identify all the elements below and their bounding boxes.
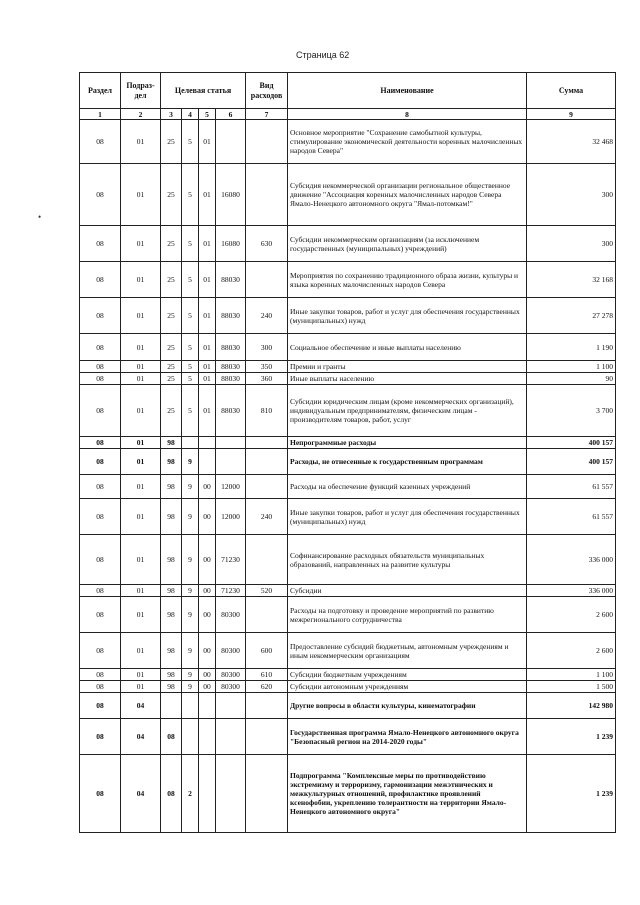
cell-celevaya-4 — [216, 120, 246, 164]
cell-vid-rashodov — [246, 719, 288, 755]
cell-celevaya-1: 25 — [161, 373, 182, 385]
cell-celevaya-4: 71230 — [216, 535, 246, 585]
cell-celevaya-4: 88030 — [216, 385, 246, 437]
cell-celevaya-4: 80300 — [216, 669, 246, 681]
cell-podrazdel: 01 — [121, 385, 161, 437]
cell-podrazdel: 01 — [121, 499, 161, 535]
cell-naimenovanie: Расходы на обеспечение функций казенных учреждений — [288, 475, 527, 499]
cell-razdel: 08 — [80, 475, 121, 499]
table-row — [80, 719, 616, 755]
table-row — [80, 298, 616, 334]
header-podrazdel: Подраз- дел — [121, 73, 161, 109]
cell-celevaya-1: 98 — [161, 449, 182, 475]
cell-podrazdel: 04 — [121, 719, 161, 755]
cell-vid-rashodov: 600 — [246, 633, 288, 669]
cell-celevaya-3: 00 — [199, 535, 216, 585]
cell-razdel: 08 — [80, 499, 121, 535]
cell-naimenovanie: Субсидии юридическим лицам (кроме некоммерческих организаций), индивидуальным предпринимателям, физическим лицам - производителям товаров, работ, услуг — [288, 385, 527, 437]
cell-celevaya-4 — [216, 693, 246, 719]
cell-razdel: 08 — [80, 373, 121, 385]
cell-celevaya-3 — [199, 437, 216, 449]
table-row — [80, 361, 616, 373]
cell-celevaya-3: 01 — [199, 373, 216, 385]
cell-vid-rashodov: 810 — [246, 385, 288, 437]
header-summa: Сумма — [527, 73, 616, 109]
cell-naimenovanie: Субсидия некоммерческой организации региональное общественное движение "Ассоциация коренных малочисленных народов Севера Ямало-Ненецкого автономного округа "Ямал-потомкам!" — [288, 164, 527, 226]
cell-vid-rashodov: 240 — [246, 298, 288, 334]
cell-celevaya-3: 00 — [199, 475, 216, 499]
cell-vid-rashodov — [246, 449, 288, 475]
cell-celevaya-1: 25 — [161, 361, 182, 373]
header-razdel: Раздел — [80, 73, 121, 109]
cell-razdel: 08 — [80, 719, 121, 755]
cell-celevaya-4 — [216, 755, 246, 833]
cell-naimenovanie: Непрограммные расходы — [288, 437, 527, 449]
cell-celevaya-4 — [216, 449, 246, 475]
cell-celevaya-3: 00 — [199, 597, 216, 633]
cell-celevaya-1: 08 — [161, 755, 182, 833]
cell-celevaya-3: 01 — [199, 385, 216, 437]
cell-celevaya-3 — [199, 719, 216, 755]
cell-podrazdel: 04 — [121, 755, 161, 833]
cell-celevaya-1: 08 — [161, 719, 182, 755]
cell-podrazdel: 01 — [121, 373, 161, 385]
cell-razdel: 08 — [80, 120, 121, 164]
cell-vid-rashodov — [246, 475, 288, 499]
cell-vid-rashodov — [246, 755, 288, 833]
cell-naimenovanie: Мероприятия по сохранению традиционного образа жизни, культуры и языка коренных малочисленных народов Севера — [288, 262, 527, 298]
cell-podrazdel: 01 — [121, 681, 161, 693]
cell-razdel: 08 — [80, 226, 121, 262]
column-number: 1 — [80, 109, 121, 120]
cell-podrazdel: 01 — [121, 361, 161, 373]
cell-summa: 27 278 — [527, 298, 616, 334]
header-naimenovanie: Наименование — [288, 73, 527, 109]
cell-celevaya-3 — [199, 755, 216, 833]
cell-celevaya-1: 25 — [161, 262, 182, 298]
cell-summa: 1 239 — [527, 755, 616, 833]
cell-summa: 336 000 — [527, 535, 616, 585]
cell-celevaya-3: 00 — [199, 669, 216, 681]
cell-celevaya-4: 88030 — [216, 298, 246, 334]
cell-podrazdel: 01 — [121, 334, 161, 361]
cell-naimenovanie: Подпрограмма "Комплексные меры по противодействию экстремизму и терроризму, гармонизации межэтнических и межкультурных отношений, профилактике проявлений ксенофобии, укреплению толерантности на территории Ямало-Ненецкого автономного округа" — [288, 755, 527, 833]
cell-podrazdel: 04 — [121, 693, 161, 719]
cell-celevaya-1: 98 — [161, 535, 182, 585]
cell-vid-rashodov — [246, 693, 288, 719]
cell-celevaya-2 — [182, 719, 199, 755]
cell-celevaya-2: 5 — [182, 373, 199, 385]
cell-celevaya-4 — [216, 719, 246, 755]
cell-naimenovanie: Софинансирование расходных обязательств муниципальных образований, направленных на развитие культуры — [288, 535, 527, 585]
cell-celevaya-4: 88030 — [216, 361, 246, 373]
cell-celevaya-2: 5 — [182, 361, 199, 373]
cell-celevaya-4: 12000 — [216, 499, 246, 535]
cell-naimenovanie: Субсидии некоммерческим организациям (за исключением государственных (муниципальных) учреждений) — [288, 226, 527, 262]
table-row — [80, 597, 616, 633]
cell-razdel: 08 — [80, 755, 121, 833]
cell-summa: 61 557 — [527, 499, 616, 535]
cell-vid-rashodov — [246, 597, 288, 633]
cell-celevaya-4: 80300 — [216, 597, 246, 633]
table-row — [80, 226, 616, 262]
cell-naimenovanie: Предоставление субсидий бюджетным, автономным учреждениям и иным некоммерческим организациям — [288, 633, 527, 669]
cell-naimenovanie: Другие вопросы в области культуры, кинематографии — [288, 693, 527, 719]
cell-naimenovanie: Субсидии бюджетным учреждениям — [288, 669, 527, 681]
cell-celevaya-1: 25 — [161, 298, 182, 334]
cell-celevaya-3: 01 — [199, 226, 216, 262]
cell-celevaya-3: 01 — [199, 334, 216, 361]
cell-razdel: 08 — [80, 693, 121, 719]
table-row — [80, 693, 616, 719]
cell-celevaya-2: 5 — [182, 298, 199, 334]
cell-podrazdel: 01 — [121, 226, 161, 262]
cell-celevaya-3: 01 — [199, 262, 216, 298]
cell-celevaya-3: 01 — [199, 361, 216, 373]
cell-razdel: 08 — [80, 385, 121, 437]
column-number: 9 — [527, 109, 616, 120]
cell-summa: 300 — [527, 164, 616, 226]
table-row — [80, 373, 616, 385]
cell-celevaya-2 — [182, 437, 199, 449]
cell-celevaya-4: 12000 — [216, 475, 246, 499]
cell-naimenovanie: Государственная программа Ямало-Ненецкого автономного округа "Безопасный регион на 2014-2020 годы" — [288, 719, 527, 755]
table-row — [80, 681, 616, 693]
cell-celevaya-2: 2 — [182, 755, 199, 833]
cell-razdel: 08 — [80, 669, 121, 681]
cell-celevaya-1: 25 — [161, 226, 182, 262]
cell-razdel: 08 — [80, 585, 121, 597]
cell-celevaya-4: 16080 — [216, 164, 246, 226]
cell-naimenovanie: Иные выплаты населению — [288, 373, 527, 385]
cell-celevaya-3: 00 — [199, 681, 216, 693]
table-row — [80, 499, 616, 535]
cell-naimenovanie: Иные закупки товаров, работ и услуг для обеспечения государственных (муниципальных) нужд — [288, 298, 527, 334]
cell-celevaya-4: 16080 — [216, 226, 246, 262]
cell-celevaya-2: 9 — [182, 585, 199, 597]
table-row — [80, 385, 616, 437]
cell-podrazdel: 01 — [121, 262, 161, 298]
cell-vid-rashodov — [246, 120, 288, 164]
cell-celevaya-2: 5 — [182, 120, 199, 164]
cell-vid-rashodov: 300 — [246, 334, 288, 361]
cell-celevaya-1: 98 — [161, 669, 182, 681]
cell-celevaya-2: 9 — [182, 597, 199, 633]
cell-razdel: 08 — [80, 164, 121, 226]
cell-razdel: 08 — [80, 334, 121, 361]
cell-razdel: 08 — [80, 298, 121, 334]
cell-naimenovanie: Субсидии автономным учреждениям — [288, 681, 527, 693]
column-number-row — [80, 109, 616, 120]
cell-celevaya-3 — [199, 693, 216, 719]
cell-podrazdel: 01 — [121, 669, 161, 681]
cell-celevaya-1: 25 — [161, 334, 182, 361]
cell-summa: 2 600 — [527, 633, 616, 669]
cell-naimenovanie: Иные закупки товаров, работ и услуг для обеспечения государственных (муниципальных) нужд — [288, 499, 527, 535]
cell-razdel: 08 — [80, 437, 121, 449]
column-number: 7 — [246, 109, 288, 120]
cell-vid-rashodov: 610 — [246, 669, 288, 681]
cell-podrazdel: 01 — [121, 633, 161, 669]
cell-celevaya-2: 9 — [182, 535, 199, 585]
cell-celevaya-2: 9 — [182, 449, 199, 475]
cell-celevaya-1: 25 — [161, 164, 182, 226]
table-row — [80, 633, 616, 669]
header-celevaya-statya: Целевая статья — [161, 73, 246, 109]
cell-vid-rashodov — [246, 437, 288, 449]
cell-vid-rashodov: 630 — [246, 226, 288, 262]
cell-podrazdel: 01 — [121, 437, 161, 449]
cell-razdel: 08 — [80, 449, 121, 475]
cell-celevaya-2: 5 — [182, 226, 199, 262]
column-number: 5 — [199, 109, 216, 120]
cell-podrazdel: 01 — [121, 120, 161, 164]
cell-celevaya-3: 01 — [199, 120, 216, 164]
cell-summa: 90 — [527, 373, 616, 385]
cell-celevaya-2: 9 — [182, 681, 199, 693]
stray-mark: • — [38, 212, 42, 222]
cell-celevaya-1: 98 — [161, 597, 182, 633]
cell-celevaya-2: 9 — [182, 499, 199, 535]
cell-celevaya-2: 9 — [182, 633, 199, 669]
cell-celevaya-3: 01 — [199, 298, 216, 334]
column-number: 8 — [288, 109, 527, 120]
cell-summa: 32 468 — [527, 120, 616, 164]
cell-celevaya-1 — [161, 693, 182, 719]
cell-celevaya-3: 00 — [199, 499, 216, 535]
cell-celevaya-3 — [199, 449, 216, 475]
cell-celevaya-4: 80300 — [216, 633, 246, 669]
cell-summa: 1 100 — [527, 669, 616, 681]
cell-summa: 32 168 — [527, 262, 616, 298]
cell-podrazdel: 01 — [121, 535, 161, 585]
cell-summa: 2 600 — [527, 597, 616, 633]
table-body — [80, 120, 616, 833]
cell-celevaya-2: 5 — [182, 334, 199, 361]
cell-summa: 400 157 — [527, 437, 616, 449]
table-row — [80, 334, 616, 361]
cell-podrazdel: 01 — [121, 475, 161, 499]
cell-celevaya-1: 98 — [161, 633, 182, 669]
cell-razdel: 08 — [80, 535, 121, 585]
cell-razdel: 08 — [80, 597, 121, 633]
cell-vid-rashodov — [246, 164, 288, 226]
cell-celevaya-4: 88030 — [216, 373, 246, 385]
cell-vid-rashodov: 360 — [246, 373, 288, 385]
cell-podrazdel: 01 — [121, 164, 161, 226]
cell-razdel: 08 — [80, 262, 121, 298]
cell-podrazdel: 01 — [121, 585, 161, 597]
table-row — [80, 475, 616, 499]
page-number-label: Страница 62 — [296, 50, 350, 60]
cell-celevaya-2: 5 — [182, 385, 199, 437]
cell-summa: 1 190 — [527, 334, 616, 361]
cell-podrazdel: 01 — [121, 449, 161, 475]
cell-summa: 1 100 — [527, 361, 616, 373]
cell-celevaya-2: 5 — [182, 262, 199, 298]
cell-summa: 1 500 — [527, 681, 616, 693]
table-row — [80, 262, 616, 298]
cell-razdel: 08 — [80, 361, 121, 373]
cell-naimenovanie: Социальное обеспечение и иные выплаты населению — [288, 334, 527, 361]
cell-summa: 3 700 — [527, 385, 616, 437]
cell-podrazdel: 01 — [121, 597, 161, 633]
cell-summa: 300 — [527, 226, 616, 262]
cell-celevaya-1: 98 — [161, 499, 182, 535]
table-row — [80, 755, 616, 833]
table-row — [80, 164, 616, 226]
cell-celevaya-1: 98 — [161, 681, 182, 693]
cell-vid-rashodov: 620 — [246, 681, 288, 693]
table-row — [80, 437, 616, 449]
cell-summa: 336 000 — [527, 585, 616, 597]
cell-razdel: 08 — [80, 681, 121, 693]
cell-naimenovanie: Премии и гранты — [288, 361, 527, 373]
cell-celevaya-4: 71230 — [216, 585, 246, 597]
table-row — [80, 120, 616, 164]
table-row — [80, 535, 616, 585]
cell-summa: 1 239 — [527, 719, 616, 755]
cell-summa: 142 980 — [527, 693, 616, 719]
table-row — [80, 585, 616, 597]
cell-vid-rashodov — [246, 262, 288, 298]
cell-celevaya-4: 80300 — [216, 681, 246, 693]
cell-summa: 61 557 — [527, 475, 616, 499]
cell-podrazdel: 01 — [121, 298, 161, 334]
column-number: 3 — [161, 109, 182, 120]
header-vid-rashodov: Вид расходов — [246, 73, 288, 109]
column-number: 2 — [121, 109, 161, 120]
cell-vid-rashodov — [246, 535, 288, 585]
cell-celevaya-1: 98 — [161, 437, 182, 449]
cell-celevaya-2 — [182, 693, 199, 719]
cell-celevaya-3: 00 — [199, 633, 216, 669]
cell-celevaya-4 — [216, 437, 246, 449]
cell-celevaya-4: 88030 — [216, 334, 246, 361]
cell-celevaya-1: 25 — [161, 385, 182, 437]
column-number: 4 — [182, 109, 199, 120]
cell-vid-rashodov: 240 — [246, 499, 288, 535]
table-header-row — [80, 73, 616, 109]
cell-vid-rashodov: 520 — [246, 585, 288, 597]
table-row — [80, 449, 616, 475]
cell-celevaya-1: 98 — [161, 585, 182, 597]
cell-celevaya-2: 9 — [182, 475, 199, 499]
cell-naimenovanie: Субсидии — [288, 585, 527, 597]
cell-naimenovanie: Расходы, не отнесенные к государственным программам — [288, 449, 527, 475]
cell-summa: 400 157 — [527, 449, 616, 475]
cell-razdel: 08 — [80, 633, 121, 669]
cell-celevaya-3: 00 — [199, 585, 216, 597]
cell-naimenovanie: Основное мероприятие "Сохранение самобытной культуры, стимулирование экономической деятельности коренных малочисленных народов Севера" — [288, 120, 527, 164]
cell-celevaya-2: 9 — [182, 669, 199, 681]
cell-celevaya-1: 25 — [161, 120, 182, 164]
budget-table — [79, 72, 616, 833]
cell-celevaya-3: 01 — [199, 164, 216, 226]
table-row — [80, 669, 616, 681]
cell-celevaya-4: 88030 — [216, 262, 246, 298]
cell-celevaya-1: 98 — [161, 475, 182, 499]
cell-celevaya-2: 5 — [182, 164, 199, 226]
cell-vid-rashodov: 350 — [246, 361, 288, 373]
column-number: 6 — [216, 109, 246, 120]
cell-naimenovanie: Расходы на подготовку и проведение мероприятий по развитию межрегионального сотрудничества — [288, 597, 527, 633]
